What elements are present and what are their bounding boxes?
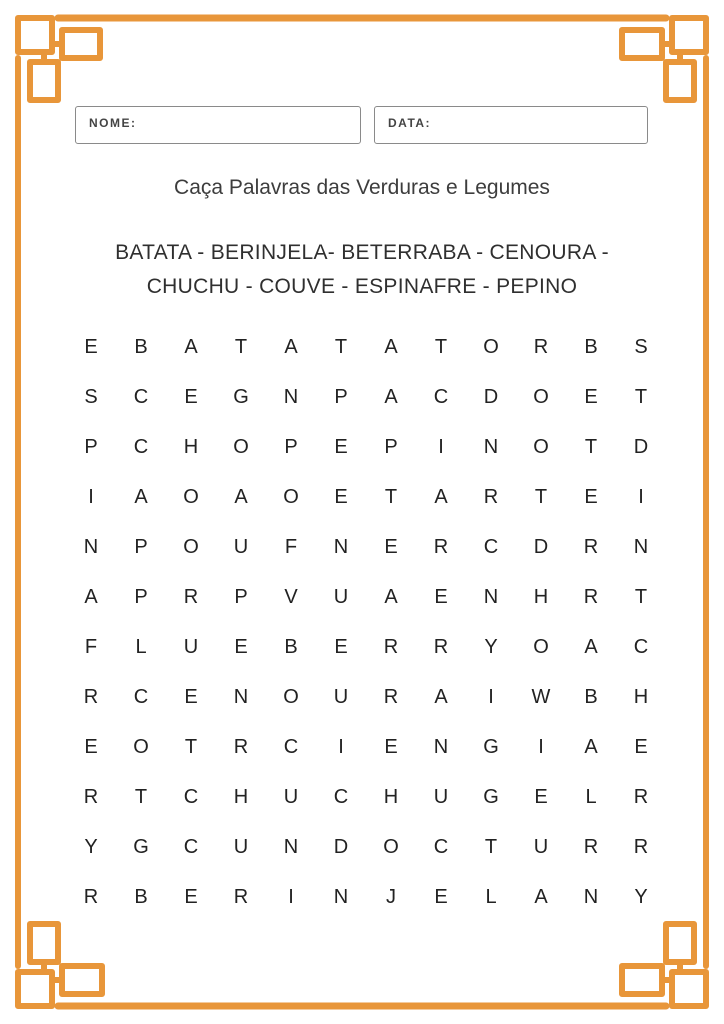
- grid-cell[interactable]: C: [333, 785, 349, 808]
- grid-cell[interactable]: R: [583, 535, 599, 558]
- grid-cell[interactable]: N: [333, 535, 349, 558]
- grid-cell[interactable]: N: [583, 885, 599, 908]
- grid-cell[interactable]: A: [134, 485, 148, 508]
- grid-cell[interactable]: E: [584, 385, 598, 408]
- grid-cell[interactable]: D: [633, 435, 649, 458]
- grid-cell[interactable]: Y: [634, 885, 648, 908]
- grid-cell[interactable]: A: [384, 385, 398, 408]
- grid-cell[interactable]: R: [83, 685, 99, 708]
- grid-cell[interactable]: R: [633, 785, 649, 808]
- grid-cell[interactable]: S: [84, 385, 98, 408]
- grid-cell[interactable]: A: [534, 885, 548, 908]
- grid-cell[interactable]: S: [634, 335, 648, 358]
- grid-cell[interactable]: E: [184, 885, 198, 908]
- grid-cell[interactable]: W: [531, 685, 551, 708]
- grid-cell[interactable]: I: [438, 435, 444, 458]
- grid-cell[interactable]: E: [384, 535, 398, 558]
- grid-cell[interactable]: C: [133, 435, 149, 458]
- grid-cell[interactable]: T: [484, 835, 498, 858]
- grid-cell[interactable]: B: [584, 685, 598, 708]
- grid-cell[interactable]: C: [183, 785, 199, 808]
- grid-cell[interactable]: I: [88, 485, 94, 508]
- grid-cell[interactable]: A: [84, 585, 98, 608]
- grid-cell[interactable]: L: [135, 635, 147, 658]
- grid-cell[interactable]: N: [633, 535, 649, 558]
- grid-cell[interactable]: T: [334, 335, 348, 358]
- name-label: NOME:: [89, 116, 137, 130]
- grid-cell[interactable]: O: [283, 685, 299, 708]
- letter-grid: [66, 322, 666, 922]
- grid-cell[interactable]: G: [483, 735, 499, 758]
- grid-cell[interactable]: G: [133, 835, 149, 858]
- grid-cell[interactable]: P: [334, 385, 348, 408]
- corner-ornament-bottom-right: [622, 924, 706, 1006]
- corner-ornament-top-right: [622, 18, 706, 100]
- grid-cell[interactable]: A: [384, 335, 398, 358]
- grid-cell[interactable]: U: [333, 685, 349, 708]
- grid-cell[interactable]: A: [234, 485, 248, 508]
- grid-cell[interactable]: N: [283, 385, 299, 408]
- word-list-line-2: CHUCHU - COUVE - ESPINAFRE - PEPINO: [146, 275, 578, 298]
- grid-cell[interactable]: E: [434, 585, 448, 608]
- grid-cell[interactable]: H: [183, 435, 199, 458]
- grid-cell[interactable]: E: [84, 735, 98, 758]
- grid-cell[interactable]: C: [633, 635, 649, 658]
- grid-cell[interactable]: T: [534, 485, 548, 508]
- grid-cell[interactable]: I: [338, 735, 344, 758]
- grid-cell[interactable]: I: [538, 735, 544, 758]
- grid-cell[interactable]: C: [183, 835, 199, 858]
- grid-cell[interactable]: B: [134, 885, 148, 908]
- grid-cell[interactable]: T: [234, 335, 248, 358]
- grid-cell[interactable]: O: [233, 435, 249, 458]
- grid-cell[interactable]: N: [283, 835, 299, 858]
- grid-cell[interactable]: O: [483, 335, 499, 358]
- grid-cell[interactable]: N: [333, 885, 349, 908]
- grid-cell[interactable]: R: [383, 685, 399, 708]
- grid-cell[interactable]: U: [433, 785, 449, 808]
- grid-cell[interactable]: P: [284, 435, 298, 458]
- grid-cell[interactable]: R: [233, 885, 249, 908]
- grid-cell[interactable]: R: [583, 835, 599, 858]
- grid-cell[interactable]: O: [533, 435, 549, 458]
- grid-cell[interactable]: U: [183, 635, 199, 658]
- corner-ornament-top-left: [18, 18, 100, 100]
- grid-cell[interactable]: T: [184, 735, 198, 758]
- grid-cell[interactable]: N: [83, 535, 99, 558]
- grid-cell[interactable]: J: [386, 885, 396, 908]
- grid-cell[interactable]: T: [634, 585, 648, 608]
- grid-cell[interactable]: R: [583, 585, 599, 608]
- grid-cell[interactable]: A: [584, 735, 598, 758]
- grid-cell[interactable]: T: [384, 485, 398, 508]
- grid-cell[interactable]: I: [638, 485, 644, 508]
- grid-cell[interactable]: R: [433, 535, 449, 558]
- grid-cell[interactable]: U: [333, 585, 349, 608]
- grid-cell[interactable]: E: [334, 435, 348, 458]
- grid-cell[interactable]: E: [334, 485, 348, 508]
- grid-cell[interactable]: L: [585, 785, 597, 808]
- grid-cell[interactable]: E: [334, 635, 348, 658]
- grid-cell[interactable]: A: [434, 685, 448, 708]
- grid-cell[interactable]: D: [533, 535, 549, 558]
- grid-cell[interactable]: A: [384, 585, 398, 608]
- grid-cell[interactable]: O: [183, 535, 199, 558]
- grid-cell[interactable]: P: [384, 435, 398, 458]
- grid-cell[interactable]: I: [488, 685, 494, 708]
- grid-cell[interactable]: V: [284, 585, 298, 608]
- grid-cell[interactable]: P: [134, 585, 148, 608]
- page-title: Caça Palavras das Verduras e Legumes: [174, 176, 550, 199]
- grid-cell[interactable]: E: [184, 685, 198, 708]
- grid-cell[interactable]: H: [633, 685, 649, 708]
- grid-cell[interactable]: P: [134, 535, 148, 558]
- grid-cell[interactable]: R: [183, 585, 199, 608]
- grid-cell[interactable]: R: [233, 735, 249, 758]
- grid-cell[interactable]: N: [483, 435, 499, 458]
- grid-cell[interactable]: R: [533, 335, 549, 358]
- grid-cell[interactable]: E: [234, 635, 248, 658]
- grid-cell[interactable]: O: [183, 485, 199, 508]
- grid-cell[interactable]: T: [434, 335, 448, 358]
- grid-cell[interactable]: E: [634, 735, 648, 758]
- grid-cell[interactable]: B: [284, 635, 298, 658]
- grid-cell[interactable]: R: [383, 635, 399, 658]
- word-list: [0, 236, 724, 304]
- name-field[interactable]: [75, 106, 361, 144]
- grid-cell[interactable]: T: [134, 785, 148, 808]
- grid-cell[interactable]: H: [383, 785, 399, 808]
- grid-cell[interactable]: E: [84, 335, 98, 358]
- grid-cell[interactable]: F: [284, 535, 298, 558]
- grid-cell[interactable]: E: [384, 735, 398, 758]
- grid-cell[interactable]: B: [584, 335, 598, 358]
- grid-cell[interactable]: F: [84, 635, 98, 658]
- grid-cell[interactable]: Y: [84, 835, 98, 858]
- grid-cell[interactable]: I: [288, 885, 294, 908]
- grid-cell[interactable]: U: [533, 835, 549, 858]
- grid-cell[interactable]: D: [333, 835, 349, 858]
- grid-cell[interactable]: U: [233, 835, 249, 858]
- grid-cell[interactable]: N: [433, 735, 449, 758]
- grid-cell[interactable]: O: [133, 735, 149, 758]
- grid-cell[interactable]: E: [534, 785, 548, 808]
- grid-cell[interactable]: A: [284, 335, 298, 358]
- grid-cell[interactable]: N: [483, 585, 499, 608]
- grid-cell[interactable]: A: [434, 485, 448, 508]
- grid-cell[interactable]: C: [133, 685, 149, 708]
- date-label: DATA:: [388, 116, 432, 130]
- grid-cell[interactable]: T: [584, 435, 598, 458]
- grid-cell[interactable]: R: [83, 785, 99, 808]
- grid-cell[interactable]: P: [84, 435, 98, 458]
- grid-cell[interactable]: N: [233, 685, 249, 708]
- grid-cell[interactable]: R: [483, 485, 499, 508]
- grid-cell[interactable]: O: [283, 485, 299, 508]
- grid-cell[interactable]: O: [533, 635, 549, 658]
- grid-cell[interactable]: G: [483, 785, 499, 808]
- grid-cell[interactable]: D: [483, 385, 499, 408]
- grid-cell[interactable]: E: [184, 385, 198, 408]
- date-field[interactable]: [374, 106, 648, 144]
- grid-cell[interactable]: C: [483, 535, 499, 558]
- word-list-line-1: BATATA - BERINJELA- BETERRABA - CENOURA -: [115, 241, 609, 264]
- grid-cell[interactable]: A: [184, 335, 198, 358]
- grid-cell[interactable]: L: [485, 885, 497, 908]
- grid-cell[interactable]: R: [433, 635, 449, 658]
- grid-cell[interactable]: U: [233, 535, 249, 558]
- grid-cell[interactable]: H: [533, 585, 549, 608]
- grid-cell[interactable]: C: [433, 385, 449, 408]
- grid-cell[interactable]: E: [434, 885, 448, 908]
- grid-cell[interactable]: Y: [484, 635, 498, 658]
- grid-cell[interactable]: O: [533, 385, 549, 408]
- grid-cell[interactable]: B: [134, 335, 148, 358]
- grid-cell[interactable]: C: [433, 835, 449, 858]
- grid-cell[interactable]: P: [234, 585, 248, 608]
- grid-cell[interactable]: G: [233, 385, 249, 408]
- grid-cell[interactable]: R: [633, 835, 649, 858]
- grid-cell[interactable]: R: [83, 885, 99, 908]
- grid-cell[interactable]: A: [584, 635, 598, 658]
- grid-cell[interactable]: T: [634, 385, 648, 408]
- grid-cell[interactable]: E: [584, 485, 598, 508]
- corner-ornament-bottom-left: [18, 924, 102, 1006]
- grid-cell[interactable]: C: [283, 735, 299, 758]
- grid-cell[interactable]: U: [283, 785, 299, 808]
- grid-cell[interactable]: C: [133, 385, 149, 408]
- grid-cell[interactable]: O: [383, 835, 399, 858]
- grid-cell[interactable]: H: [233, 785, 249, 808]
